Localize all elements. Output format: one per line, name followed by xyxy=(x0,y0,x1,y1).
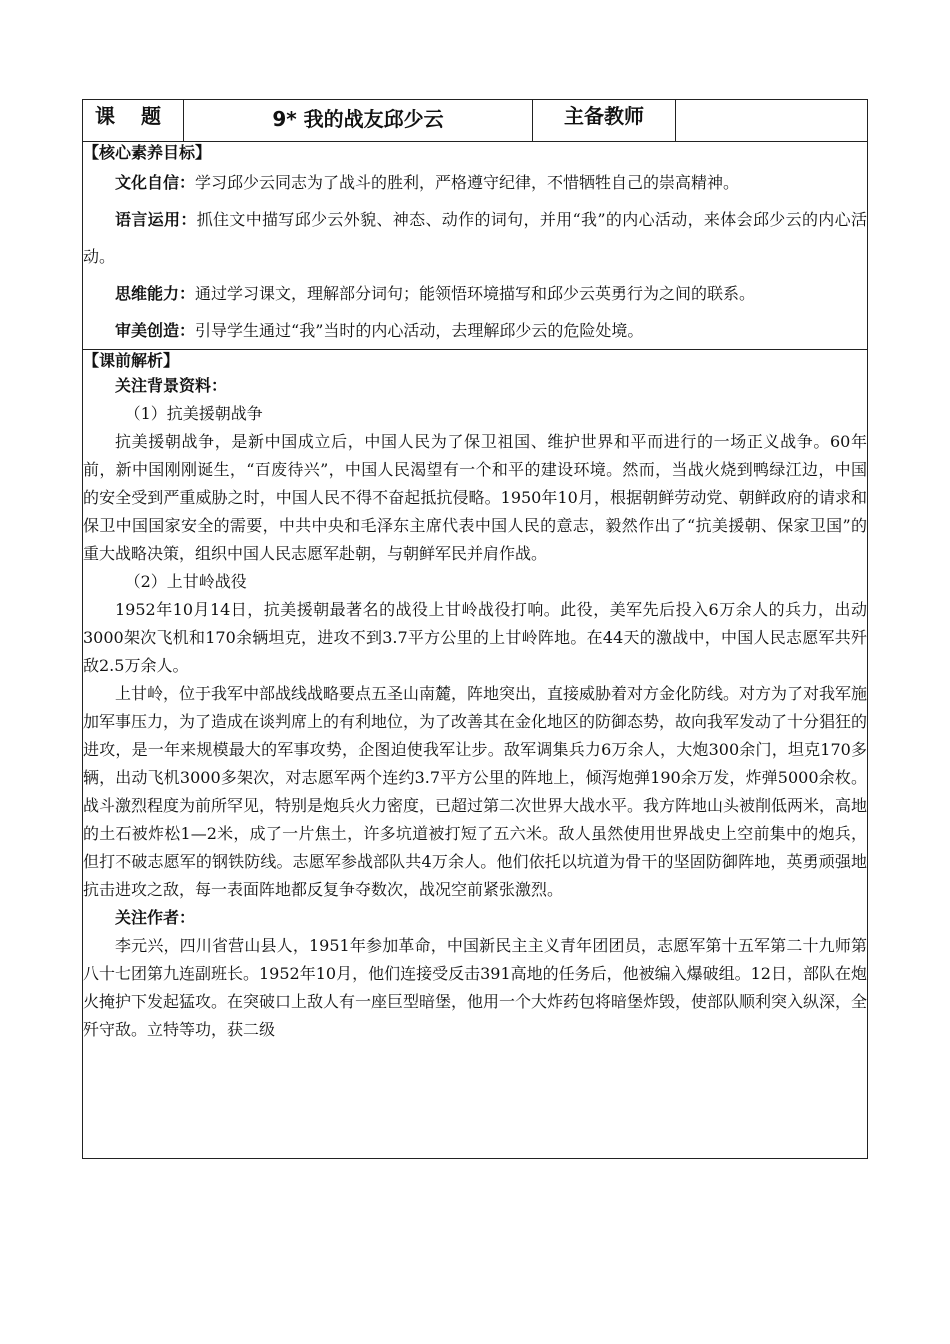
goal-item xyxy=(83,275,867,312)
header-row xyxy=(83,100,868,142)
background-label: 关注背景资料： xyxy=(115,376,228,395)
goals-row xyxy=(83,142,868,350)
goals-cell xyxy=(83,142,868,350)
goals-heading: 【核心素养目标】 xyxy=(83,143,212,162)
goal-label: 审美创造： xyxy=(115,321,196,340)
goal-text: 学习邱少云同志为了战斗的胜利，严格遵守纪律，不惜牺牲自己的崇高精神。 xyxy=(195,173,740,192)
lesson-plan-table xyxy=(82,99,868,1159)
subheading-war: （1）抗美援朝战争 xyxy=(124,404,263,423)
lesson-label-cell xyxy=(83,100,184,142)
paragraph-war: 抗美援朝战争，是新中国成立后，中国人民为了保卫祖国、维护世界和平而进行的一场正义战争。60年前，新中国刚刚诞生，“百废待兴”，中国人民渴望有一个和平的建设环境。然而，当战火烧到鸭绿江边，中国的安全受到严重威胁之时，中国人民不得不奋起抵抗侵略。1950年10月，根据朝鲜劳动党、朝鲜政府的请求和保卫中国国家安全的需要，中共中央和毛泽东主席代表中国人民的意志，毅然作出了“抗美援朝、保家卫国”的重大战略决策，组织中国人民志愿军赴朝，与朝鲜军民并肩作战。 xyxy=(83,432,867,563)
analysis-cell xyxy=(83,350,868,1159)
paragraph-author: 李元兴，四川省营山县人，1951年参加革命，中国新民主主义青年团团员，志愿军第十五军第二十九师第八十七团第九连副班长。1952年10月，他们连接受反击391高地的任务后，他被编入爆破组。12日，部队在炮火掩护下发起猛攻。在突破口上敌人有一座巨型暗堡，他用一个大炸药包将暗堡炸毁，使部队顺利突入纵深，全歼守敌。立特等功，获二级 xyxy=(83,936,868,1039)
teacher-value xyxy=(676,100,868,142)
goal-item xyxy=(83,312,867,349)
analysis-row xyxy=(83,350,868,1159)
goal-text: 引导学生通过“我”当时的内心活动，去理解邱少云的危险处境。 xyxy=(195,321,644,340)
goal-text: 抓住文中描写邱少云外貌、神态、动作的词句，并用“我”的内心活动，来体会邱少云的内心活动。 xyxy=(83,210,867,266)
goal-label: 思维能力： xyxy=(115,284,196,303)
goal-item xyxy=(83,201,867,275)
paragraph-battle-summary: 1952年10月14日，抗美援朝最著名的战役上甘岭战役打响。此役，美军先后投入6万余人的兵力，出动3000架次飞机和170余辆坦克，进攻不到3.7平方公里的上甘岭阵地。在44天的激战中，中国人民志愿军共歼敌2.5万余人。 xyxy=(83,600,867,675)
goal-text: 通过学习课文，理解部分词句；能领悟环境描写和邱少云英勇行为之间的联系。 xyxy=(195,284,756,303)
lesson-label-a: 课 xyxy=(95,104,115,128)
lesson-label-b: 题 xyxy=(141,104,161,128)
author-label: 关注作者： xyxy=(115,908,196,927)
lesson-title: 9* 我的战友邱少云 xyxy=(184,100,533,142)
goal-item xyxy=(83,164,867,201)
paragraph-battle-detail: 上甘岭，位于我军中部战线战略要点五圣山南麓，阵地突出，直接威胁着对方金化防线。对方为了对我军施加军事压力，为了造成在谈判席上的有利地位，为了改善其在金化地区的防御态势，故向我军发动了十分猖狂的进攻，是一年来规模最大的军事攻势，企图迫使我军让步。敌军调集兵力6万余人，大炮300余门，坦克170多辆，出动飞机3000多架次，对志愿军两个连约3.7平方公里的阵地上，倾泻炮弹190余万发，炸弹5000余枚。战斗激烈程度为前所罕见，特别是炮兵火力密度，已超过第二次世界大战水平。我方阵地山头被削低两米，高地的土石被炸松1—2米，成了一片焦土，许多坑道被打短了五六米。敌人虽然使用世界战史上空前集中的炮兵，但打不破志愿军的钢铁防线。志愿军参战部队共4万余人。他们依托以坑道为骨干的坚固防御阵地，英勇顽强地抗击进攻之敌，每一表面阵地都反复争夺数次，战况空前紧张激烈。 xyxy=(83,684,868,899)
subheading-battle: （2）上甘岭战役 xyxy=(124,572,247,591)
lesson-plan-sheet xyxy=(82,99,868,1159)
goal-label: 语言运用： xyxy=(115,210,197,229)
teacher-label: 主备教师 xyxy=(533,100,676,142)
analysis-heading: 【课前解析】 xyxy=(83,351,180,370)
goal-label: 文化自信： xyxy=(115,173,196,192)
